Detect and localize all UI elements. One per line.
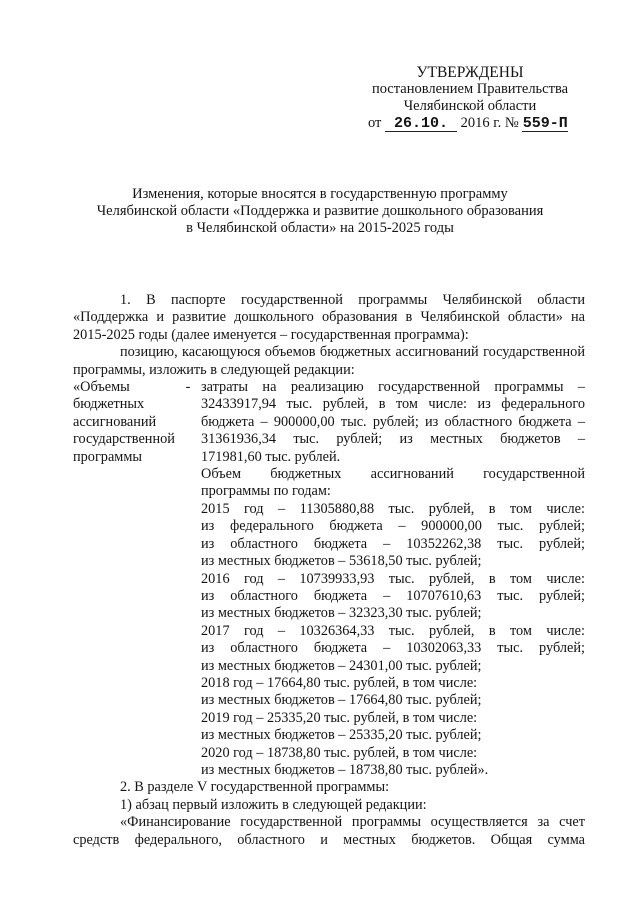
left-line: «Объемы xyxy=(73,379,130,396)
right-line: Объем бюджетных ассигнований государственной xyxy=(201,466,585,483)
right-line: 171981,60 тыс. рублей. xyxy=(201,448,341,465)
right-line: 2018 год – 17664,80 тыс. рублей, в том числе: xyxy=(201,674,478,691)
from-prefix: от xyxy=(368,115,382,131)
right-line: программы по годам: xyxy=(201,483,331,500)
handwritten-number: 559-П xyxy=(522,115,568,132)
approval-stamp xyxy=(360,64,580,132)
right-line: затраты на реализацию государственной программы – xyxy=(201,379,585,396)
paragraph-item-1: 1. В паспорте государственной программы Челябинской области «Поддержка и развитие дошкольного образования в Челябинской области» на 2015-2025 годы (далее именуется – государственная программа): xyxy=(73,292,585,343)
left-line: бюджетных xyxy=(73,396,145,413)
budget-dash: - xyxy=(185,379,191,396)
approval-date-row xyxy=(360,115,580,132)
approval-line-2: Челябинской области xyxy=(403,98,537,114)
year-text: 2016 г. xyxy=(460,115,502,131)
right-line: 32433917,94 тыс. рублей, в том числе: из федерального xyxy=(201,396,585,413)
right-line: из местных бюджетов – 53618,50 тыс. рублей; xyxy=(201,553,482,570)
paragraph-item-2-1: 1) абзац первый изложить в следующей редакции: xyxy=(120,796,427,813)
document-body xyxy=(73,292,585,849)
approval-title: УТВЕРЖДЕНЫ xyxy=(416,64,524,81)
left-line: ассигнований xyxy=(73,413,157,430)
right-line: 2020 год – 18738,80 тыс. рублей, в том числе: xyxy=(201,744,478,761)
right-line: из местных бюджетов – 18738,80 тыс. рублей». xyxy=(201,761,489,778)
budget-left-column xyxy=(73,379,175,779)
right-line: 2019 год – 25335,20 тыс. рублей, в том числе: xyxy=(201,709,478,726)
right-line: бюджета – 900000,00 тыс. рублей; из областного бюджета – xyxy=(201,413,585,430)
handwritten-date: 26.10. xyxy=(394,115,449,132)
right-line: из местных бюджетов – 17664,80 тыс. рублей; xyxy=(201,692,482,709)
right-line: 2016 год – 10739933,93 тыс. рублей, в том числе: xyxy=(201,570,585,587)
title-line-1: Изменения, которые вносятся в государственную программу xyxy=(132,186,508,202)
title-line-2: Челябинской области «Поддержка и развитие дошкольного образования xyxy=(96,203,544,219)
right-line: из местных бюджетов – 32323,30 тыс. рублей; xyxy=(201,605,482,622)
title-line-3: в Челябинской области» на 2015-2025 годы xyxy=(186,220,454,236)
approval-line-1: постановлением Правительства xyxy=(371,81,569,97)
paragraph-quote: «Финансирование государственной программы осуществляется за счет средств федерального, областного и местных бюджетов. Общая сумма xyxy=(73,814,585,848)
left-line: программы xyxy=(73,448,143,465)
right-line: из местных бюджетов – 24301,00 тыс. рублей; xyxy=(201,657,482,674)
right-line: из федерального бюджета – 900000,00 тыс. рублей; xyxy=(201,518,585,535)
right-line: из областного бюджета – 10302063,33 тыс. рублей; xyxy=(201,640,585,657)
document-title xyxy=(60,186,580,237)
number-sign: № xyxy=(504,115,519,131)
budget-table xyxy=(73,379,585,779)
paragraph-item-2: 2. В разделе V государственной программы: xyxy=(120,779,390,796)
left-line: государственной xyxy=(73,431,175,448)
budget-right-column xyxy=(201,379,585,779)
section-2 xyxy=(73,779,585,849)
right-line: из областного бюджета – 10707610,63 тыс. рублей; xyxy=(201,587,585,604)
right-line: из областного бюджета – 10352262,38 тыс. рублей; xyxy=(201,535,585,552)
right-line: 2017 год – 10326364,33 тыс. рублей, в том числе: xyxy=(201,622,585,639)
right-line: 2015 год – 11305880,88 тыс. рублей, в том числе: xyxy=(201,500,585,517)
right-line: 31361936,34 тыс. рублей; из местных бюджетов – xyxy=(201,431,585,448)
right-line: из местных бюджетов – 25335,20 тыс. рублей; xyxy=(201,727,482,744)
paragraph-position: позицию, касающуюся объемов бюджетных ассигнований государственной программы, изложить в следующей редакции: xyxy=(73,344,585,378)
